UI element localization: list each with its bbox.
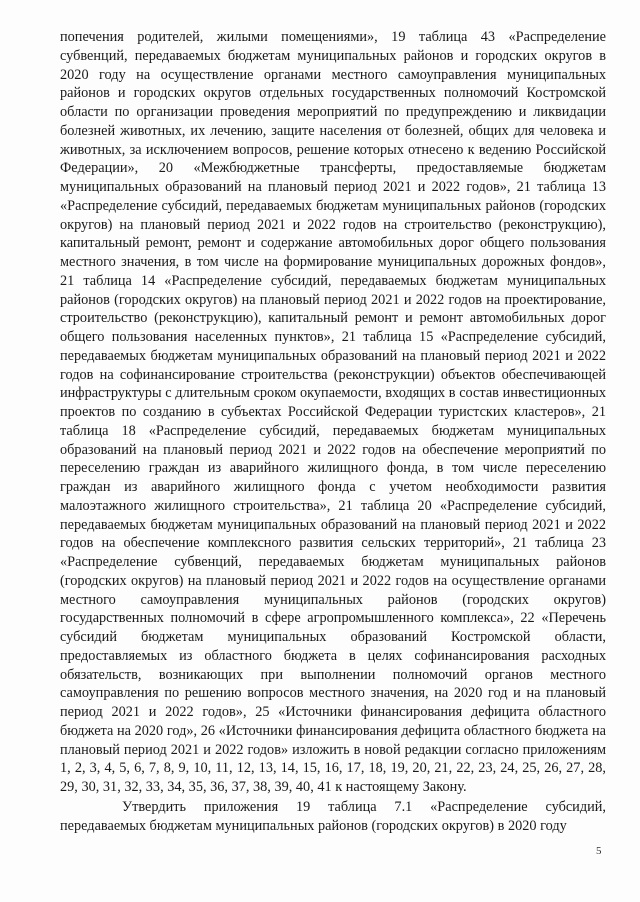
paragraph-approve-appendices: Утвердить приложения 19 таблица 7.1 «Распределение субсидий, передаваемых бюджетам муниципальных районов (городских округов) в 2020 году <box>60 798 606 834</box>
page-number: 5 <box>596 845 602 857</box>
body-text <box>60 28 606 835</box>
paragraph-amendment-list: попечения родителей, жилыми помещениями», 19 таблица 43 «Распределение субвенций, передаваемых бюджетам муниципальных районов и городских округов в 2020 году на осуществление органами местного самоуправления муниципальных районов и городских округов отдельных государственных полномочий Костромской области по организации проведения мероприятий по предупреждению и ликвидации болезней животных, их лечению, защите населения от болезней, общих для человека и животных, за исключением вопросов, решение которых отнесено к ведению Российской Федерации», 20 «Межбюджетные трансферты, предоставляемые бюджетам муниципальных образований на плановый период 2021 и 2022 годов», 21 таблица 13 «Распределение субсидий, передаваемых бюджетам муниципальных районов (городских округов) на плановый период 2021 и 2022 годов на строительство (реконструкцию), капитальный ремонт, ремонт и содержание автомобильных дорог общего пользования местного значения, в том числе на формирование муниципальных дорожных фондов», 21 таблица 14 «Распределение субсидий, передаваемых бюджетам муниципальных районов (городских округов) на плановый период 2021 и 2022 годов на проектирование, строительство (реконструкцию), капитальный ремонт и ремонт автомобильных дорог общего пользования населенных пунктов», 21 таблица 15 «Распределение субсидий, передаваемых бюджетам муниципальных образований на плановый период 2021 и 2022 годов на софинансирование строительства (реконструкции) объектов обеспечивающей инфраструктуры с длительным сроком окупаемости, входящих в состав инвестиционных проектов по созданию в субъектах Российской Федерации туристских кластеров», 21 таблица 18 «Распределение субсидий, передаваемых бюджетам муниципальных образований на плановый период 2021 и 2022 годов на обеспечение мероприятий по переселению граждан из аварийного жилищного фонда, в том числе переселению граждан из аварийного жилищного фонда с учетом необходимости развития малоэтажного жилищного строительства», 21 таблица 20 «Распределение субсидий, передаваемых бюджетам муниципальных образований на плановый период 2021 и 2022 годов на обеспечение комплексного развития сельских территорий», 21 таблица 23 «Распределение субвенций, передаваемых бюджетам муниципальных районов (городских округов) на плановый период 2021 и 2022 годов на осуществление органами местного самоуправления муниципальных районов (городских округов) государственных полномочий в сфере агропромышленного комплекса», 22 «Перечень субсидий бюджетам муниципальных образований Костромской области, предоставляемых из областного бюджета в целях софинансирования расходных обязательств, возникающих при выполнении полномочий органов местного самоуправления по решению вопросов местного значения, на 2020 год и на плановый период 2021 и 2022 годов», 25 «Источники финансирования дефицита областного бюджета на 2020 год», 26 «Источники финансирования дефицита областного бюджета на плановый период 2021 и 2022 годов» изложить в новой редакции согласно приложениям 1, 2, 3, 4, 5, 6, 7, 8, 9, 10, 11, 12, 13, 14, 15, 16, 17, 18, 19, 20, 21, 22, 23, 24, 25, 26, 27, 28, 29, 30, 31, 32, 33, 34, 35, 36, 37, 38, 39, 40, 41 к настоящему Закону. <box>60 29 606 795</box>
